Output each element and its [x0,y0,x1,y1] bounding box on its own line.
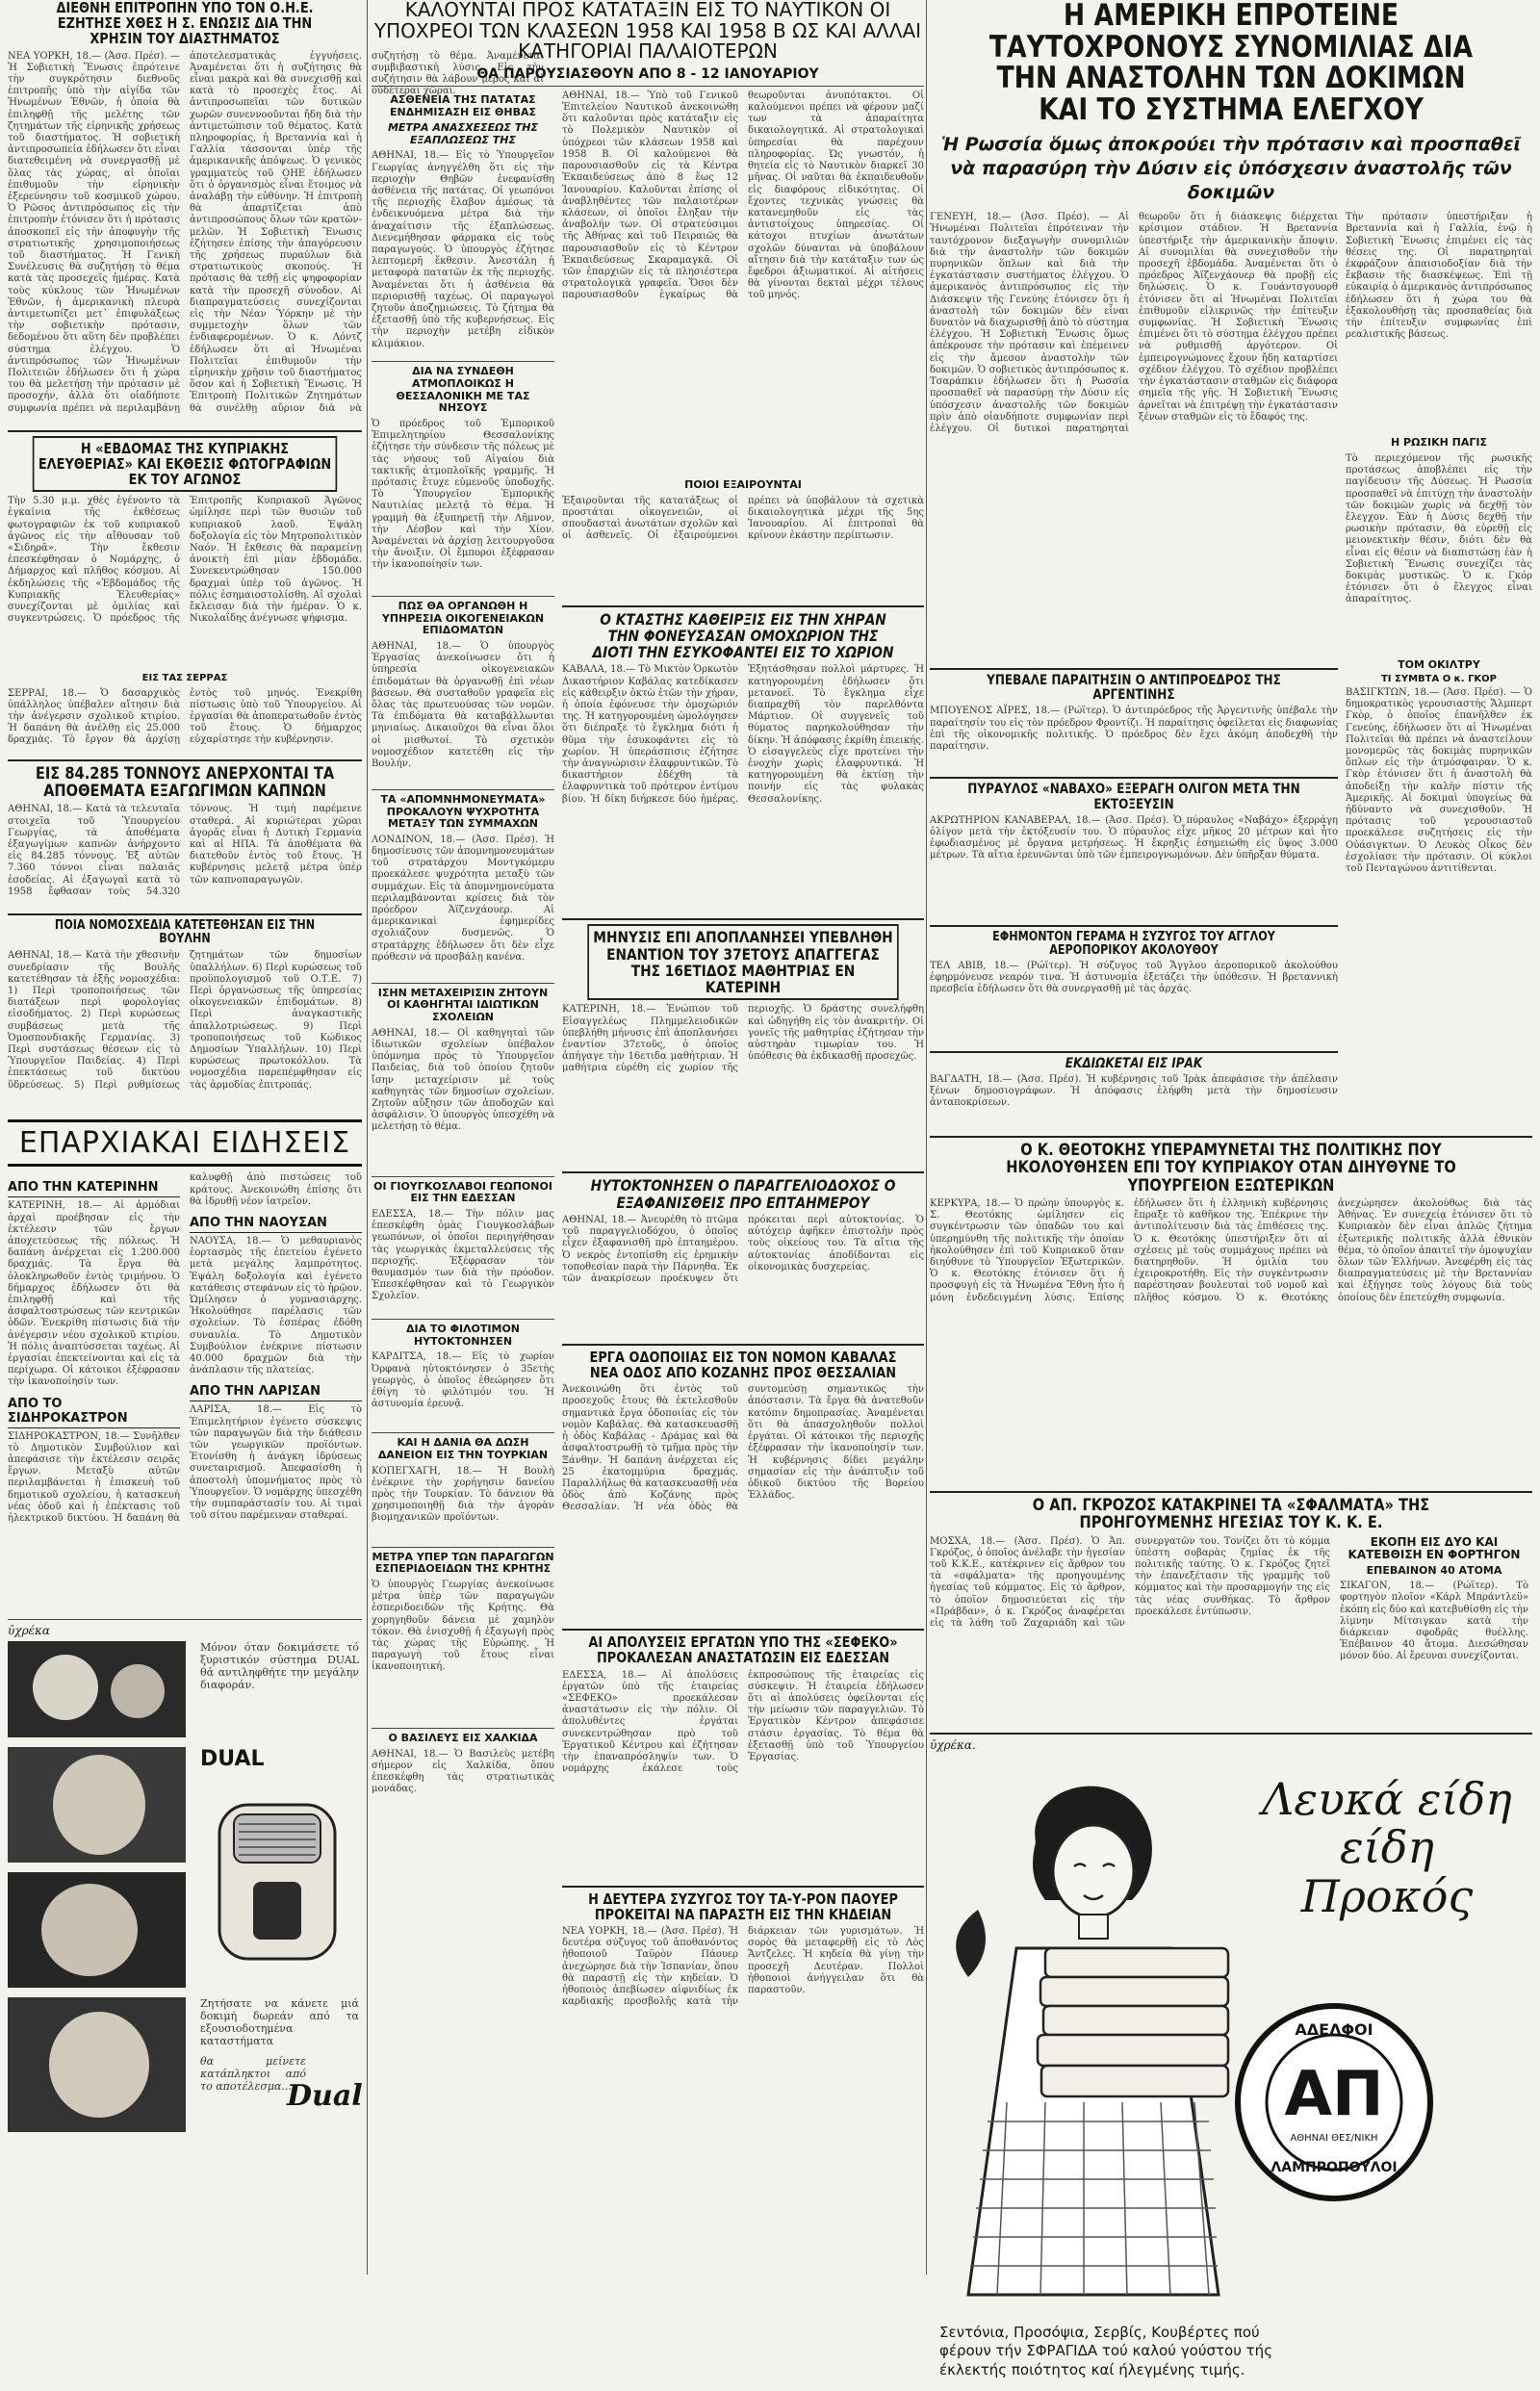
article-body: ΑΘΗΝΑΙ, 18.— Οἱ καθηγηταὶ τῶν ἰδιωτικῶν σχολείων ὑπέβαλον ὑπόμνημα πρὸς τὸ Ὑπουργεῖον Παιδείας, διὰ τοῦ ὁποίου ζητοῦν ἴσην μεταχείρισιν μὲ τοὺς καθηγητὰς τῶν δημοσίων σχολείων. Ζητοῦν αὔξησιν τῶν ἀποδοχῶν καὶ ἀσφάλισιν. Ὁ ὑπουργὸς ὑπεσχέθη νὰ μελετήσῃ τὸ θέμα. [372,1027,554,1133]
ad-caption: Σεντόνια, Προσόψια, Σερβίς, Κουβέρτες πού φέρουν τήν ΣΦΡΑΓΙΔΑ τού καλού γούστου τής έκλεκτής ποιότητος καί ήλεγμένης τιμής. [939,2323,1272,2378]
article-body: ΒΑΣΙΓΚΤΩΝ, 18.— (Ἀσσ. Πρέσ). — Ὁ δημοκρατικὸς γερουσιαστὴς Ἄλμπερτ Γκὸρ, ὁ ὁποῖος ἐπανῆλθεν ἐκ Γενεύης, ἐδήλωσεν ὅτι αἱ Ἡνωμέναι Πολιτεῖαι θὰ πρέπει νὰ ἀναστείλουν μονομερῶς τὰς δοκιμὰς πυρηνικῶν ὅπλων εἰς τὴν ἀτμόσφαιραν. Ὁ κ. Γκὸρ ἐτόνισεν ὅτι ἡ ἀναστολὴ θὰ ἀποδείξῃ τὴν καλὴν πίστιν τῆς Ἀμερικῆς. Αἱ δοκιμαὶ ὑπογείως θὰ ἠδύναντο νὰ συνεχισθοῦν. Ἡ πρότασις τοῦ γερουσιαστοῦ προεκάλεσε συζητήσεις εἰς τὴν Οὐάσιγκτων. Ὁ Λευκὸς Οἶκος δὲν ἐσχολίασε τὴν πρότασιν. Οἱ κύκλοι τοῦ Πενταγώνου ἀντιτίθενται. [1346,686,1532,874]
headline-iraq: ΕΚΔΙΩΚΕΤΑΙ ΕΙΣ ΙΡΑΚ [1065,1055,1203,1071]
article-body: Ἀνεκοινώθη ὅτι ἐντὸς τοῦ προσεχοῦς ἔτους θὰ ἐκτελεσθοῦν σημαντικὰ ἔργα ὁδοποιίας εἰς τὸν νομὸν Καβάλας. Θὰ κατασκευασθῇ ἡ ὁδὸς Καβάλας - Δράμας καὶ θὰ ἀσφαλτοστρωθῇ τὸ τμῆμα πρὸς τὴν Ξάνθην. Ἡ δαπάνη ἀνέρχεται εἰς 25 ἑκατομμύρια δραχμάς. Παραλλήλως θὰ κατασκευασθῇ νέα ὁδὸς ἀπὸ Κοζάνης πρὸς Θεσσαλίαν. Ἡ νέα ὁδὸς θὰ συντομεύσῃ σημαντικῶς τὴν ἀπόστασιν. Τὰ ἔργα θὰ ἀνατεθοῦν κατόπιν δημοπρασίας. Ἀναμένεται ὅτι θὰ ἀπασχοληθοῦν πολλοὶ ἐργάται. Οἱ κάτοικοι τῆς περιοχῆς ἐξέφρασαν τὴν ἱκανοποίησίν των. Ἡ κυβέρνησις δίδει μεγάλην σημασίαν εἰς τὴν ἀνάπτυξιν τοῦ ὁδικοῦ δικτύου τῆς Βορείου Ἑλλάδος. [562,1384,924,1513]
article-body: ΑΘΗΝΑΙ, 18.— Ὁ Βασιλεὺς μετέβη σήμερον εἰς Χαλκίδα, ὅπου ἐπεσκέφθη τὰς στρατιωτικὰς μονάδας. [372,1748,554,1795]
headline-theotokis: Ο Κ. ΘΕΟΤΟΚΗΣ ΥΠΕΡΑΜΥΝΕΤΑΙ ΤΗΣ ΠΟΛΙΤΙΚΗΣ ΠΟΥ ΗΚΟΛΟΥΘΗΣΕΝ ΕΠΙ ΤΟΥ ΚΥΠΡΙΑΚΟΥ ΟΤΑΝ ΔΙΗΥΘΥΝΕ ΤΟ ΥΠΟΥΡΓΕΙΟΝ ΕΞΩΤΕΡΙΚΩΝ [1006,1140,1456,1196]
article-body: Ἐξαιροῦνται τῆς κατατάξεως οἱ προστάται οἰκογενειῶν, οἱ σπουδασταὶ ἀνωτάτων σχολῶν καὶ οἱ ἀσθενεῖς. Οἱ ἐξαιρούμενοι πρέπει νὰ ὑποβάλουν τὰ σχετικὰ δικαιολογητικὰ μέχρι τῆς 5ης Ἰανουαρίου. Αἱ ἐπιτροπαὶ θὰ κρίνουν ἑκάστην περίπτωσιν. [562,495,924,542]
local-head-katerini: ΑΠΟ ΤΗΝ ΚΑΤΕΡΙΝΗΝ [8,1178,180,1197]
article-body: ΑΘΗΝΑΙ, 18.— Ἀνευρέθη τὸ πτῶμα τοῦ παραγγελιοδόχου, ὁ ὁποῖος εἶχεν ἐξαφανισθῆ πρὸ ἐπταημέρου. Ὁ νεκρὸς ἐντοπίσθη εἰς ἐρημικὴν τοποθεσίαν παρὰ τὴν Πάρνηθα. Ἐκ τῶν ἀνακρίσεων προέκυψεν ὅτι πρόκειται περὶ αὐτοκτονίας. Ὁ αὐτόχειρ ἀφῆκεν ἐπιστολὴν πρὸς τοὺς οἰκείους του. Τὰ αἴτια τῆς αὐτοκτονίας ἀποδίδονται εἰς οἰκονομικὰς δυσχερείας. [562,1214,924,1284]
article-body: ΑΘΗΝΑΙ, 18.— Ὁ ὑπουργὸς Ἐργασίας ἀνεκοίνωσεν ὅτι ἡ ὑπηρεσία οἰκογενειακῶν ἐπιδομάτων θὰ ὀργανωθῇ ἐπὶ νέων βάσεων. Θὰ συσταθοῦν γραφεῖα εἰς ὅλας τὰς πρωτευούσας τῶν νομῶν. Τὰ ἐπιδόματα θὰ καταβάλλωνται μηνιαίως. Δικαιοῦχοι θὰ εἶναι ὅλοι οἱ μισθωτοί. Τὸ σχετικὸν νομοσχέδιον κατετέθη εἰς τὴν Βουλήν. [372,640,554,769]
article-body: ΑΘΗΝΑΙ, 18.— Ὑπὸ τοῦ Γενικοῦ Ἐπιτελείου Ναυτικοῦ ἀνεκοινώθη ὅτι καλοῦνται πρὸς κατάταξιν εἰς τὸ Πολεμικὸν Ναυτικὸν οἱ ὑπόχρεοι τῶν κλάσεων 1958 καὶ 1958 Β. Οἱ καλούμενοι θὰ παρουσιασθοῦν εἰς τὰ Κέντρα Ἐκπαιδεύσεως ἀπὸ 8 ἕως 12 Ἰανουαρίου. Καλοῦνται ἐπίσης οἱ ἀναβληθέντες τῶν παλαιοτέρων κλάσεων, οἱ ὁποῖοι ἔληξαν τὴν ἀναβολήν των. Οἱ στρατεύσιμοι τῆς Ἀθήνας καὶ τοῦ Πειραιῶς θὰ παρουσιασθοῦν εἰς τὸ Κέντρον Ἐκπαιδεύσεως Σκαραμαγκᾶ. Οἱ τῶν ἐπαρχιῶν εἰς τὰ πλησιέστερα στρατολογικὰ γραφεῖα. Ὅσοι δὲν παρουσιασθοῦν ἐγκαίρως θὰ θεωροῦνται ἀνυπότακτοι. Οἱ καλούμενοι πρέπει νὰ φέρουν μαζί των τὰ ἀπαραίτητα δικαιολογητικά. Αἱ στρατολογικαὶ ὑπηρεσίαι θὰ παρέχουν πληροφορίας. Ὡς γνωστόν, ἡ θητεία εἰς τὸ Ναυτικὸν διαρκεῖ 30 μῆνας. Οἱ ναῦται θὰ ἐκπαιδευθοῦν εἰς διαφόρους εἰδικότητας. Οἱ ἔχοντες τεχνικὰς γνώσεις θὰ κατανεμηθοῦν εἰς τὰς ἀντιστοίχους ὑπηρεσίας. Οἱ κάτοχοι πτυχίων ἀνωτάτων σχολῶν δύνανται νὰ ὑποβάλουν αἴτησιν διὰ τὴν κατάταξιν των ὡς ἔφεδροι ἀξιωματικοί. Αἱ αἰτήσεις θὰ γίνονται δεκταὶ μέχρι τέλους τοῦ μηνός. [562,90,924,301]
article-body: ΑΘΗΝΑΙ, 18.— Κατὰ τὴν χθεσινὴν συνεδρίασιν τῆς Βουλῆς κατετέθησαν τὰ ἑξῆς νομοσχέδια: 1) Περὶ τροποποιήσεως τῶν διατάξεων περὶ φορολογίας εἰσοδήματος. 2) Περὶ κυρώσεως συμβάσεως μετὰ τῆς Ὁμοσπονδιακῆς Γερμανίας. 3) Περὶ συστάσεως θέσεων εἰς τὸ Ὑπουργεῖον Παιδείας. 4) Περὶ ἐπεκτάσεως τοῦ δικτύου ὕδρεύσεως. 5) Περὶ ρυθμίσεως ζητημάτων τῶν δημοσίων ὑπαλλήλων. 6) Περὶ κυρώσεως τοῦ προϋπολογισμοῦ τοῦ Ο.Τ.Ε. 7) Περὶ ὀργανώσεως τῆς ὑπηρεσίας οἰκογενειακῶν ἐπιδομάτων. 8) Περὶ ἀναγκαστικῆς ἀπαλλοτριώσεως. 9) Περὶ τροποποιήσεως τοῦ Κώδικος Δημοσίων Ὑπαλλήλων. 10) Περὶ κυρώσεως πρωτοκόλλου. Τὰ νομοσχέδια παρεπέμφθησαν εἰς τὰς ἁρμοδίας ἐπιτροπάς. [8,950,362,1091]
signature: ΤΙ ΣΥΜΒΤΑ Ο κ. ΓΚΟΡ [1380,673,1498,684]
subhead: ΚΑΙ Η ΔΑΝΙΑ ΘΑ ΔΩΣΗ ΔΑΝΕΙΟΝ ΕΙΣ ΤΗΝ ΤΟΥΡΚΙΑΝ [377,1436,549,1461]
subhead: ΕΠΕΒΑΙΝΟΝ 40 ΑΤΟΜΑ [1366,1563,1502,1577]
headline-bills: ΠΟΙΑ ΝΟΜΟΣΧΕΔΙΑ ΚΑΤΕΤΕΘΗΣΑΝ ΕΙΣ ΤΗΝ ΒΟΥΛΗΝ [54,918,316,947]
headline-argentina: ΥΠΕΒΑΛΕ ΠΑΡΑΙΤΗΣΙΝ Ο ΑΝΤΙΠΡΟΕΔΡΟΣ ΤΗΣ ΑΡΓΕΝΤΙΝΗΣ [987,673,1281,704]
headline-newroad: ΝΕΑ ΟΔΟΣ ΑΠΟ ΚΟΖΑΝΗΣ ΠΡΟΣ ΘΕΣΣΑΛΙΑΝ [589,1364,897,1382]
headline-suicide: ΗΥΤΟΚΤΟΝΗΣΕΝ Ο ΠΑΡΑΓΓΕΛΙΟΔΟΧΟΣ Ο ΕΞΑΦΑΝΙΣΘΕΙΣ ΠΡΟ ΕΠΤΑΗΜΕΡΟΥ [590,1176,896,1212]
article-body: ΝΕΑ ΥΟΡΚΗ, 18.— (Ἀσσ. Πρέσ). Ἡ δευτέρα σύζυγος τοῦ ἀποθανόντος ἠθοποιοῦ Ταϋρὸν Πάουερ ἀνεχώρησε διὰ τὴν Ἰσπανίαν, ὅπου θὰ παραστῇ εἰς τὴν κηδείαν. Ὁ ἠθοποιὸς ἀπεβίωσεν αἰφνιδίως ἐκ καρδιακῆς προσβολῆς κατὰ τὴν διάρκειαν τῶν γυρισμάτων. Ἡ σορὸς θὰ μεταφερθῇ εἰς τὸ Λὸς Ἄντζελες. Ἡ κηδεία θὰ γίνῃ τὴν προσεχῆ Δευτέραν. Πολλοὶ ἠθοποιοὶ ἀνήγγειλαν ὅτι θὰ παραστοῦν. [562,1926,924,2008]
ad-tag: ῡχρέκα. [930,1737,976,1752]
article-body: ΚΟΠΕΓΧΑΓΗ, 18.— Ἡ Βουλὴ ἐνέκρινε τὴν χορήγησιν δανείου πρὸς τὴν Τουρκίαν. Τὸ δάνειον θὰ χρησιμοποιηθῇ διὰ τὴν ἀγορὰν βιομηχανικῶν προϊόντων. [372,1465,554,1524]
seal-mid: ΑΠ [1284,2058,1384,2130]
provincial-news [8,1172,362,1615]
local-head-naousa: ΑΠΟ ΤΗΝ ΝΑΟΥΣΑΝ [190,1214,362,1233]
subhead: ΜΕΤΡΑ ΥΠΕΡ ΤΩΝ ΠΑΡΑΓΩΓΩΝ ΕΣΠΕΡΙΔΟΕΙΔΩΝ ΤΗΣ ΚΡΗΤΗΣ [372,1550,554,1576]
headline-widow: Ο ΚΤΑΣΤΗΣ ΚΑΘΕΙΡΞΙΣ ΕΙΣ ΤΗΝ ΧΗΡΑΝ ΤΗΝ ΦΟΝΕΥΣΑΣΑΝ ΟΜΟΧΩΡΙΟΝ ΤΗΣ ΔΙΟΤΙ ΤΗΝ ΕΣΥΚΟΦΑΝΤΕΙ ΕΙΣ ΤΟ ΧΩΡΙΟΝ [592,609,894,662]
article-body: ΝΕΑ ΥΟΡΚΗ, 18.— (Ἀσσ. Πρέσ). — Ἡ Σοβιετικὴ Ἕνωσις ἐπρότεινε τὴν συγκρότησιν διεθνοῦς ἐπιτροπῆς ὑπὸ τὴν αἰγίδα τῶν Ἡνωμένων Ἐθνῶν, ἡ ὁποία θὰ ἐπιληφθῇ τῆς μελέτης τῶν ζητημάτων τῆς εἰρηνικῆς χρήσεως τοῦ διαστήματος. Ἡ σοβιετικὴ ἀντιπροσωπεία ἐδήλωσεν ὅτι εἶναι διατεθειμένη νὰ συνεργασθῇ μὲ ὅλας τὰς χώρας, αἱ ὁποῖαι ἐπιθυμοῦν τὴν εἰρηνικὴν ἐξερεύνησιν τοῦ κοσμικοῦ χώρου. Ὁ Ρῶσος ἀντιπρόσωπος εἰς τὴν ἐπιτροπὴν ἐτόνισεν ὅτι ἡ πρότασις ἀποσκοπεῖ εἰς τὴν ἀποφυγὴν τῆς στρατιωτικῆς χρησιμοποιήσεως τοῦ διαστήματος. Ἡ Γενικὴ Συνέλευσις θὰ συζητήσῃ τὸ θέμα κατὰ τὰς προσεχεῖς ἡμέρας. Κατὰ τοὺς κύκλους τῶν Ἡνωμένων Ἐθνῶν, ἡ ἀμερικανικὴ πλευρὰ ἀντιμετωπίζει μετ᾿ ἐπιφυλάξεως τὴν σοβιετικὴν πρότασιν, δεδομένου ὅτι αὕτη δὲν προβλέπει σύστημα ἐλέγχου. Ὁ ἀντιπρόσωπος τῶν Ἡνωμένων Πολιτειῶν ἐδήλωσεν ὅτι ἡ χώρα του θὰ μελετήσῃ τὴν πρότασιν μὲ προσοχήν, ἀλλὰ ὅτι οἱαδήποτε συμφωνία πρέπει νὰ περιλαμβάνῃ ἀποτελεσματικὰς ἐγγυήσεις. Ἀναμένεται ὅτι ἡ συζήτησις θὰ εἶναι μακρὰ καὶ θὰ συνεχισθῇ καὶ κατὰ τὸ προσεχὲς ἔτος. Αἱ ἀντιπροσωπεῖαι τῶν δυτικῶν χωρῶν συνεννοοῦνται ἤδη διὰ τὴν ἀντιμετώπισιν τοῦ θέματος. Κατὰ πληροφορίας, ἡ Βρεταννία καὶ ἡ Γαλλία τάσσονται ὑπὲρ τῆς ἀμερικανικῆς ἀπόψεως. Ὁ γενικὸς γραμματεὺς τοῦ ΟΗΕ ἐδήλωσεν ὅτι ὁ ὀργανισμὸς εἶναι ἕτοιμος νὰ ἀναλάβῃ τὴν εὐθύνην. Ἡ ἐπιτροπὴ θὰ ἀπαρτίζεται ἀπὸ ἀντιπροσώπους ὅλων τῶν κρατῶν-μελῶν. Ἡ Σοβιετικὴ Ἕνωσις ἐζήτησεν ἐπίσης τὴν ἀπαγόρευσιν τῆς χρήσεως πυραύλων διὰ στρατιωτικοὺς σκοπούς. Ἡ πρότασις θὰ τεθῇ εἰς ψηφοφορίαν κατὰ τὴν προσεχῆ σύνοδον. Αἱ διαπραγματεύσεις συνεχίζονται εἰς τὴν Νέαν Ὑόρκην μὲ τὴν συμμετοχὴν ὅλων τῶν ἐνδιαφερομένων. Ὁ κ. Λόντζ ἐδήλωσεν ὅτι αἱ Ἡνωμέναι Πολιτεῖαι ἐπιθυμοῦν τὴν εἰρηνικὴν χρῆσιν τοῦ διαστήματος ὅσον καὶ ἡ Σοβιετικὴ Ἕνωσις. Ἡ Ἐπιτροπὴ Πολιτικῶν Ζητημάτων θὰ συνέλθῃ αὔριον διὰ νὰ συζητήσῃ τὸ θέμα. Ἀναμένεται συμβιβαστικὴ λύσις. Εἰς τὴν συζήτησιν θὰ λάβουν μέρος καὶ αἱ οὐδέτεραι χῶραι. [8,50,544,414]
column-3 [930,0,1532,2391]
article-body: ΣΙΚΑΓΟΝ, 18.— (Ρώϊτερ). Τὸ φορτηγὸν πλοῖον «Κάρλ Μπράντλεϋ» ἐκόπη εἰς δύο καὶ κατεβυθίσθη εἰς τὴν λίμνην Μίτσιγκαν κατὰ τὴν διάρκειαν σφοδρᾶς θυέλλης. Ἐπέβαινον 40 ἄτομα. Διεσώθησαν μόνον δύο. Αἱ ἔρευναι συνεχίζονται. [1340,1581,1528,1662]
dual-ad [8,1641,362,2142]
article-body: ΛΑΡΙΣΑ, 18.— Εἰς τὸ Ἐπιμελητήριον ἐγένετο σύσκεψις τῶν παραγωγῶν διὰ τὴν διάθεσιν τῶν γεωργικῶν προϊόντων. Ἐτονίσθη ἡ ἀνάγκη ἱδρύσεως συνεταιρισμοῦ. Ἀπεφασίσθη ἡ ἀποστολὴ ὑπομνήματος πρὸς τὸ Ὑπουργεῖον. Ὁ νομάρχης ὑπεσχέθη τὴν συμπαράστασίν του. Αἱ τιμαὶ τοῦ σίτου παρέμειναν σταθεραί. [190,1404,362,1522]
headline-navy-sub: ΘΑ ΠΑΡΟΥΣΙΑΣΘΟΥΝ ΑΠΟ 8 - 12 ΙΑΝΟΥΑΡΙΟΥ [476,65,819,82]
article-body: ΑΘΗΝΑΙ, 18.— Εἰς τὸ Ὑπουργεῖον Γεωργίας ἀνηγγέλθη ὅτι εἰς τὴν περιοχὴν Θηβῶν ἐνεφανίσθη ἀσθένεια τῆς πατάτας. Οἱ γεωπόνοι τῆς περιοχῆς ἔλαβον ἀμέσως τὰ ἐνδεικνυόμενα μέτρα διὰ τὴν ἀναχαίτισιν τῆς ἐξαπλώσεως. Διενεμήθησαν φάρμακα εἰς τοὺς παραγωγούς. Ὁ ὑπουργὸς ἐζήτησε λεπτομερῆ ἔκθεσιν. Ἀνεστάλη ἡ μεταφορὰ πατατῶν ἐκ τῆς περιοχῆς. Ἀναμένεται ὅτι ἡ ἀσθένεια θὰ περιορισθῇ ταχέως. Οἱ παραγωγοὶ ζητοῦν ἀποζημιώσεις. Τὸ ζήτημα θὰ ἐξετασθῇ ὑπὸ τῆς κυβερνήσεως. Εἰς τὴν περιοχὴν μετέβη εἰδικὸν κλιμάκιον. [372,150,554,349]
ad-headline-line2: είδη Προκός [1300,1821,1474,1922]
article-body: ΛΟΝΔΙΝΟΝ, 18.— (Ἀσσ. Πρέσ). Ἡ δημοσίευσις τῶν ἀπομνημονευμάτων τοῦ στρατάρχου Μοντγκόμερυ προεκάλεσε ψυχρότητα μεταξὺ τῶν συμμάχων. Εἰς τὰ ἀπομνημονεύματα περιλαμβάνονται κρίσεις διὰ τὸν πρόεδρον Ἀϊζενχάουερ. Αἱ ἀμερικανικαὶ ἐφημερίδες σχολιάζουν δυσμενῶς. Ὁ στρατάρχης ἐδήλωσεν ὅτι δὲν εἶχε πρόθεσιν νὰ προσβάλῃ κανένα. [372,834,554,963]
left-subcolumn [930,212,1338,1132]
article-body: ΓΕΝΕΥΗ, 18.— (Ἀσσ. Πρέσ). — Αἱ Ἡνωμέναι Πολιτεῖαι ἐπρότειναν τὴν ταυτόχρονον διεξαγωγὴν συνομιλιῶν διὰ τὴν ἀναστολὴν τῶν δοκιμῶν πυρηνικῶν ὅπλων καὶ διὰ τὴν ἐγκατάστασιν συστήματος ἐλέγχου. Ὁ ἀμερικανὸς ἀντιπρόσωπος εἰς τὴν Διάσκεψιν τῆς Γενεύης ἐτόνισεν ὅτι ἡ ἀναστολὴ τῶν δοκιμῶν δὲν εἶναι δυνατὸν νὰ διαχωρισθῇ ἀπὸ τὸ σύστημα ἐλέγχου. Ἡ Σοβιετικὴ Ἕνωσις ὅμως ἀπέκρουσε τὴν πρότασιν καὶ ἐπέμεινεν εἰς τὴν ἄμεσον ἀναστολὴν τῶν δοκιμῶν. Ὁ σοβιετικὸς ἀντιπρόσωπος κ. Τσαράπκιν ἐδήλωσεν ὅτι ἡ Ρωσσία προσπαθεῖ νὰ παρασύρῃ τὴν Δύσιν εἰς ὑπόσχεσιν ἀναστολῆς τῶν δοκιμῶν πρὶν ἀπὸ οἱανδήποτε συμφωνίαν περὶ ἐλέγχου. Οἱ δυτικοὶ παρατηρηταὶ θεωροῦν ὅτι ἡ διάσκεψις διέρχεται κρίσιμον στάδιον. Ἡ Βρεταννία ὑπεστήριξε τὴν ἀμερικανικὴν ἄποψιν. Αἱ συνομιλίαι θὰ συνεχισθοῦν τὴν προσεχῆ ἑβδομάδα. Ἀναμένεται ὅτι ὁ πρόεδρος Ἀϊζενχάουερ θὰ προβῇ εἰς δηλώσεις. Ὁ κ. Γουάντσγουορθ ἐτόνισεν ὅτι αἱ Ἡνωμέναι Πολιτεῖαι ἐπιθυμοῦν εἰλικρινῶς τὴν ἐπίτευξιν συμφωνίας. Ἡ Σοβιετικὴ Ἕνωσις ἐπιμένει ὅτι τὸ σύστημα ἐλέγχου πρέπει νὰ ρυθμισθῇ ἀργότερον. Οἱ ἐμπειρογνώμονες ἔχουν ἤδη καταρτίσει σχέδιον ἐλέγχου. Τὸ σχέδιον προβλέπει τὴν ἐγκατάστασιν σταθμῶν εἰς διάφορα σημεῖα τῆς γῆς. Ἡ Σοβιετικὴ Ἕνωσις ἀρνεῖται νὰ ἐπιτρέψῃ τὴν ἐγκατάστασιν ξένων σταθμῶν εἰς τὸ ἔδαφός της. [930,212,1338,434]
headline-freighter: ΕΚΟΠΗ ΕΙΣ ΔΥΟ ΚΑΙ ΚΑΤΕΒΘΙΣΗ ΕΝ ΦΟΡΤΗΓΟΝ [1348,1534,1521,1561]
dual-logo: Dual [287,2079,363,2114]
article-body: ΚΑΒΑΛΑ, 18.— Τὸ Μικτὸν Ὁρκωτὸν Δικαστήριον Καβάλας κατεδίκασεν εἰς κάθειρξιν ὀκτὼ ἐτῶν τὴν χήραν, ἡ ὁποία ἐφόνευσε τὴν ὁμοχώριόν της. Ἡ κατηγορουμένη ὡμολόγησεν ὅτι διέπραξε τὸ ἔγκλημα διότι ἡ θῦμα τὴν ἐσυκοφάντει εἰς τὸ χωρίον. Ἡ ὑπεράσπισις ἐζήτησε τὴν ἀναγνώρισιν ἐλαφρυντικῶν. Τὸ δικαστήριον ἐδέχθη τὰ ἐλαφρυντικὰ τοῦ πρότερον ἐντίμου βίου. Ἡ δίκη διήρκεσε δύο ἡμέρας. Ἐξητάσθησαν πολλοὶ μάρτυρες. Ἡ κατηγορουμένη ἐδήλωσεν ὅτι μετανοεῖ. Τὸ ἔγκλημα εἶχε διαπραχθῆ τὸν παρελθόντα Μάρτιον. Οἱ συγγενεῖς τοῦ θύματος παρηκολούθησαν τὴν δίκην. Ἡ ἀπόφασις ἐκρίθη ἐπιεικής. Ὁ εἰσαγγελεὺς εἶχε προτείνει τὴν ἐνοχὴν χωρὶς ἐλαφρυντικά. Ἡ κατηγορουμένη θὰ ἐκτίσῃ τὴν ποινὴν εἰς τὰς φυλακὰς Θεσσαλονίκης. [562,664,924,805]
headline-ohe: ΔΙΕΘΝΗ ΕΠΙΤΡΟΠΗΝ ΥΠΟ ΤΟΝ Ο.Η.Ε. ΕΖΗΤΗΣΕ ΧΘΕΣ Η Σ. ΕΝΩΣΙΣ ΔΙΑ ΤΗΝ ΧΡΗΣΙΝ ΤΟΥ ΔΙΑΣΤΗΜΑΤΟΣ [56,0,314,48]
subhead: ΕΙΣ ΤΑΣ ΣΕΡΡΑΣ [141,673,228,684]
headline-attache: ΕΦΗΜΟΝΤΟΝ ΓΕΡΑΜΑ Η ΣΥΖΥΓΟΣ ΤΟΥ ΑΓΓΛΟΥ ΑΕΡΟΠΟΡΙΚΟΥ ΑΚΟΛΟΥΘΟΥ [992,929,1275,958]
seal-bottom: ΛΑΜΠΡΟΠΟΥΛΟΙ [1270,2159,1398,2175]
local-head-sidirokastro: ΑΠΟ ΤΟ ΣΙΔΗΡΟΚΑΣΤΡΟΝ [8,1395,180,1428]
article-body: Τὴν πρότασιν ὑπεστήριξαν ἡ Βρεταννία καὶ ἡ Γαλλία, ἐνῷ ἡ Σοβιετικὴ Ἕνωσις ἐπιμένει εἰς τὰς θέσεις της. Οἱ παρατηρηταὶ ἐκφράζουν ἀπαισιοδοξίαν διὰ τὴν ἔκβασιν τῆς διασκέψεως. Ἐπὶ τῇ εὐκαιρίᾳ ὁ ἀμερικανὸς ἀντιπρόσωπος ἐδήλωσεν ὅτι ἡ χώρα του θὰ ἐξακολουθήσῃ τὰς προσπαθείας διὰ τὴν ἐπίτευξιν συμφωνίας ἐπὶ ρεαλιστικῆς βάσεως. [1346,212,1532,341]
article-body: ΕΔΕΣΣΑ, 18.— Τὴν πόλιν μας ἐπεσκέφθη ὁμὰς Γιουγκοσλάβων γεωπόνων, οἱ ὁποῖοι περιηγήθησαν τὰς γεωργικὰς ἐκμεταλλεύσεις τῆς περιοχῆς. Ἐξέφρασαν τὸν θαυμασμόν των διὰ τὴν πρόοδον. Ἐπεσκέφθησαν καὶ τὸ Γεωργικὸν Σχολεῖον. [372,1209,554,1302]
subhead: ΤΑ «ΑΠΟΜΝΗΜΟΝΕΥΜΑΤΑ» ΠΡΟΚΑΛΟΥΝ ΨΥΧΡΟΤΗΤΑ ΜΕΤΑΞΥ ΤΩΝ ΣΥΜΜΑΧΩΝ [380,792,546,831]
headline-navy: ΚΑΛΟΥΝΤΑΙ ΠΡΟΣ ΚΑΤΑΤΑΞΙΝ ΕΙΣ ΤΟ ΝΑΥΤΙΚΟΝ ΟΙ ΥΠΟΧΡΕΟΙ ΤΩΝ ΚΛΑΣΕΩΝ 1958 ΚΑΙ 1958 Β ΩΣ ΚΑΙ ΑΛΛΑΙ ΚΑΤΗΓΟΡΙΑΙ ΠΑΛΑΙΟΤΕΡΩΝ [373,0,922,64]
electric-shaver-icon [200,1786,354,1978]
headline-roadworks: ΕΡΓΑ ΟΔΟΠΟΙΙΑΣ ΕΙΣ ΤΟΝ ΝΟΜΟΝ ΚΑΒΑΛΑΣ [589,1348,897,1366]
article-body: ΕΔΕΣΣΑ, 18.— Αἱ ἀπολύσεις ἐργατῶν ὑπὸ τῆς ἑταιρείας «ΣΕΦΕΚΟ» προεκάλεσαν ἀναστάτωσιν εἰς τὴν πόλιν. Οἱ ἀπολυθέντες ἐργάται συνεκεντρώθησαν πρὸ τοῦ Ἐργατικοῦ Κέντρου καὶ ἐζήτησαν τὴν ἐπαναπρόσληψίν των. Ὁ νομάρχης ἐκάλεσε τοὺς ἐκπροσώπους τῆς ἑταιρείας εἰς σύσκεψιν. Ἡ ἑταιρεία ἐδήλωσεν ὅτι αἱ ἀπολύσεις ὀφείλονται εἰς τὴν μείωσιν τῶν παραγγελιῶν. Τὸ Ἐργατικὸν Κέντρον ἀπεφάσισε στάσιν ἐργασίας. Τὸ θέμα θὰ ἐξετασθῇ ὑπὸ τοῦ Ὑπουργείου Ἐργασίας. [562,1669,924,1775]
ad-text3: θα μείνετε κατάπληκτοι από τo αποτέλεσμα... [200,2055,306,2094]
article-body: Τὴν 5.30 μ.μ. χθὲς ἐγένοντο τὰ ἐγκαίνια τῆς ἐκθέσεως φωτογραφιῶν ἐκ τοῦ κυπριακοῦ ἀγῶνος εἰς τὴν αἴθουσαν τοῦ «Σιδηρᾶ». Τὴν ἔκθεσιν ἐπεσκέφθησαν ὁ Νομάρχης, ὁ Δήμαρχος καὶ πλῆθος κόσμου. Αἱ ἐκδηλώσεις τῆς «Ἑβδομάδος τῆς Κυπριακῆς Ἐλευθερίας» συνεχίζονται μὲ ὁμιλίας καὶ συγκεντρώσεις. Ὁ πρόεδρος τῆς Ἐπιτροπῆς Κυπριακοῦ Ἀγῶνος ὡμίλησε περὶ τῶν θυσιῶν τοῦ κυπριακοῦ λαοῦ. Ἐψάλη δοξολογία εἰς τὸν Μητροπολιτικὸν Ναόν. Ἡ ἔκθεσις θὰ παραμείνῃ ἀνοικτὴ ἐπὶ μίαν ἑβδομάδα. Συνεκεντρώθησαν 150.000 δραχμαὶ ὑπὲρ τοῦ ἀγῶνος. Ἡ πόλις ἐσημαιοστολίσθη. Αἱ σχολαὶ ἔκλεισαν διὰ τὴν ἡμέραν. Ὁ κ. Νικολαΐδης ἀνέγνωσε ψήφισμα. [8,496,362,625]
article-body: ΚΑΤΕΡΙΝΗ, 18.— Αἱ ἀρμόδιαι ἀρχαὶ προέβησαν εἰς τὴν ἐκτέλεσιν τῶν ἔργων ἀποχετεύσεως τῆς πόλεως. Ἡ δαπάνη ἀνέρχεται εἰς 1.200.000 δραχμάς. Τὰ ἔργα θὰ ὁλοκληρωθοῦν ἐντὸς τριμήνου. Ὁ δήμαρχος ἐδήλωσεν ὅτι θὰ ἐπιληφθῇ καὶ τῆς ἀσφαλτοστρώσεως τῶν κεντρικῶν ὁδῶν. Ἐνεκρίθη πίστωσις διὰ τὴν ἀνέγερσιν νέου σχολικοῦ κτιρίου. Ἡ πόλις ἀναπτύσσεται ταχέως. Αἱ ἐργασίαι ἐπεκτείνονται καὶ εἰς τὰ περίχωρα. Οἱ κάτοικοι ἐξέφρασαν τὴν ἱκανοποίησίν των. [8,1200,180,1388]
subhead: ΟΙ ΓΙΟΥΓΚΟΣΛΑΒΟΙ ΓΕΩΠΟΝΟΙ ΕΙΣ ΤΗΝ ΕΔΕΣΣΑΝ [373,1179,552,1205]
article-body: ΜΟΣΧΑ, 18.— (Ἀσσ. Πρέσ). Ὁ Ἀπ. Γκρόζος, ὁ ὁποῖος ἀνέλαβε τὴν ἡγεσίαν τοῦ Κ.Κ.Ε., κατέκρινεν εἰς ἄρθρον του τὰ «σφάλματα» τῆς προηγουμένης ἡγεσίας τοῦ κόμματος. Εἰς τὸ ἄρθρον, τὸ ὁποῖον δημοσιεύεται εἰς τὴν «Πράβδαν», ὁ κ. Γκρόζος ἀναφέρεται εἰς τὰ λάθη τοῦ Ζαχαριάδη καὶ τῶν συνεργατῶν του. Τονίζει ὅτι τὸ κόμμα ὑπέστη σοβαρὰς ζημίας ἐκ τῆς πολιτικῆς ταύτης. Ὁ κ. Γκρόζος ζητεῖ τὴν ἐπανεξέτασιν τῆς γραμμῆς τοῦ κόμματος καὶ τὴν προσαρμογήν της εἰς τὰς νέας συνθήκας. Τὸ ἄρθρον προεκάλεσε ἐντύπωσιν. [930,1535,1330,1630]
seal-top: ΑΔΕΛΦΟΙ [1295,2019,1373,2039]
right-subcolumn [562,90,924,2099]
article-body: ΚΑΤΕΡΙΝΗ, 18.— Ἐνώπιον τοῦ Εἰσαγγελέως Πλημμελειοδικῶν ὑπεβλήθη μήνυσις ἐπὶ ἀποπλανήσει ἐναντίον 37ετοῦς, ὁ ὁποῖος ἀπήγαγε τὴν 16ετιδα μαθήτριαν. Ἡ μαθήτρια εὑρέθη εἰς χωρίον τῆς περιοχῆς. Ὁ δράστης συνελήφθη καὶ ὡδηγήθη εἰς τὸν ἀνακριτήν. Οἱ γονεῖς τῆς μαθητρίας ἐζήτησαν τὴν αὐστηρὰν τιμωρίαν του. Ἡ ὑπόθεσις θὰ ἐκδικασθῇ προσεχῶς. [562,1004,924,1074]
seal-city: ΑΘΗΝΑΙ ΘΕΣ/ΝΙΚΗ [1290,2132,1378,2144]
subhead: ΙΣΗΝ ΜΕΤΑΧΕΙΡΙΣΙΝ ΖΗΤΟΥΝ ΟΙ ΚΑΘΗΓΗΤΑΙ ΙΔΙΩΤΙΚΩΝ ΣΧΟΛΕΙΩΝ [377,986,549,1024]
article-body: ΜΠΟΥΕΝΟΣ ΑΪΡΕΣ, 18.— (Ρώϊτερ). Ὁ ἀντιπρόεδρος τῆς Ἀργεντινῆς ὑπέβαλε τὴν παραίτησίν του εἰς τὸν πρόεδρον Φροντίζι. Ἡ παραίτησις ὀφείλεται εἰς διαφωνίας ἐπὶ τῆς οἰκονομικῆς πολιτικῆς. Ὁ πρόεδρος δὲν ἔχει ἀκόμη ἀποδεχθῆ τὴν παραίτησιν. [930,706,1338,753]
headline-gerö: Ο ΑΠ. ΓΚΡΟΖΟΣ ΚΑΤΑΚΡΙΝΕΙ ΤΑ «ΣΦΑΛΜΑΤΑ» ΤΗΣ ΠΡΟΗΓΟΥΜΕΝΗΣ ΗΓΕΣΙΑΣ ΤΟΥ Κ. Κ. Ε. [1032,1495,1430,1533]
left-subcolumn [372,90,554,2099]
headline-tobacco: ΕΙΣ 84.285 ΤΟΝΝΟΥΣ ΑΝΕΡΧΟΝΤΑΙ ΤΑ ΑΠΟΘΕΜΑΤΑ ΕΞΑΓΩΓΙΜΩΝ ΚΑΠΝΩΝ [35,763,335,801]
local-head-larisa: ΑΠΟ ΤΗΝ ΛΑΡΙΣΑΝ [190,1382,362,1401]
article-body: ΑΚΡΩΤΗΡΙΟΝ ΚΑΝΑΒΕΡΑΛ, 18.— (Ἀσσ. Πρέσ). Ὁ πύραυλος «Ναβάχο» ἐξερράγη ὀλίγον μετὰ τὴν ἐκτόξευσίν του. Ὁ πύραυλος εἶχε μῆκος 20 μέτρων καὶ ἦτο ἐφωδιασμένος μὲ ὄργανα μετρήσεως. Ἡ ἔκρηξις ἐσημειώθη εἰς ὕψος 3.000 μέτρων. Τὰ αἴτια ἐρευνῶνται ὑπὸ τῶν ἐμπειρογνωμόνων. Δὲν ὑπῆρξαν θύματα. [930,814,1338,861]
subhead: ΑΣΘΕΝΕΙΑ ΤΗΣ ΠΑΤΑΤΑΣ ΕΝΔΗΜΙΣΑΣΗ ΕΙΣ ΘΗΒΑΣ [390,92,536,118]
ad-tag: ῡχρέκα [8,1624,51,1638]
subhead: ΠΟΙΟΙ ΕΞΑΙΡΟΥΝΤΑΙ [684,477,802,491]
subhead: ΠΩΣ ΘΑ ΟΡΓΑΝΩΘΗ Η ΥΠΗΡΕΣΙΑ ΟΙΚΟΓΕΝΕΙΑΚΩΝ ΕΠΙΔΟΜΑΤΩΝ [381,600,545,637]
headline-lawsuit: ΜΗΝΥΣΙΣ ΕΠΙ ΑΠΟΠΛΑΝΗΣΕΙ ΥΠΕΒΛΗΘΗ ΕΝΑΝΤΙΟΝ ΤΟΥ 37ΕΤΟΥΣ ΑΠΑΓΓΕΓΑΣ ΤΗΣ 16ΕΤΙΔΟΣ ΜΑΘΗΤΡΙΑΣ ΕΝ ΚΑΤΕΡΙΝΗ [587,924,898,1000]
article-body: Τὸ περιεχόμενον τῆς ρωσικῆς προτάσεως ἀποβλέπει εἰς τὴν παγίδευσιν τῆς Δύσεως. Ἡ Ρωσσία προσπαθεῖ νὰ ἐπιτύχῃ τὴν ἀναστολὴν τῶν δοκιμῶν χωρὶς νὰ δεχθῇ τὸν ἔλεγχον. Ἐὰν ἡ Δύσις δεχθῇ τὴν ρωσικὴν πρότασιν, θὰ εὑρεθῇ εἰς μειονεκτικὴν θέσιν, διότι δὲν θὰ εἶναι εἰς θέσιν νὰ διαπιστώσῃ ἐὰν ἡ Σοβιετικὴ Ἕνωσις συνεχίζει τὰς δοκιμὰς μυστικῶς. Ὁ κ. Γκόρ ἐτόνισεν ὅτι ὁ ἔλεγχος εἶναι ἀπαραίτητος. [1346,452,1532,605]
headline-america: Η ΑΜΕΡΙΚΗ ΕΠΡΟΤΕΙΝΕ ΤΑΥΤΟΧΡΟΝΟΥΣ ΣΥΝΟΜΙΛΙΑΣ ΔΙΑ ΤΗΝ ΑΝΑΣΤΟΛΗΝ ΤΩΝ ΔΟΚΙΜΩΝ ΚΑΙ ΤΟ ΣΥΣΤΗΜΑ ΕΛΕΓΧΟΥ [988,0,1474,127]
subhead: Ο ΒΑΣΙΛΕΥΣ ΕΙΣ ΧΑΛΚΙΔΑ [388,1731,538,1744]
section-title-provincial: ΕΠΑΡΧΙΑΚΑΙ ΕΙΔΗΣΕΙΣ [8,1119,362,1167]
headline-cyprus-week: Η «ΕΒΔΟΜΑΣ ΤΗΣ ΚΥΠΡΙΑΚΗΣ ΕΛΕΥΘΕΡΙΑΣ» ΚΑΙ ΕΚΘΕΣΙΣ ΦΩΤΟΓΡΑΦΙΩΝ ΕΚ ΤΟΥ ΑΓΩΝΟΣ [33,436,337,493]
headline-layoffs: ΑΙ ΑΠΟΛΥΣΕΙΣ ΕΡΓΑΤΩΝ ΥΠΟ ΤΗΣ «ΣΕΦΕΚΟ» ΠΡΟΚΑΛΕΣΑΝ ΑΝΑΣΤΑΤΩΣΙΝ ΕΙΣ ΕΔΕΣΣΑΝ [588,1633,898,1667]
ad-text2: Ζητήσατε να κάνετε μιά δοκιμή δωρεάν από τα εξουσιοδοτημένα καταστήματα [200,1997,359,2048]
headline-navajo: ΠΥΡΑΥΛΟΣ «ΝΑΒΑΧΟ» ΕΞΕΡΑΓΗ ΟΛΙΓΟΝ ΜΕΤΑ ΤΗΝ ΕΚΤΟΞΕΥΣΙΝ [967,782,1300,812]
subhead: ΔΙΑ ΝΑ ΣΥΝΔΕΘΗ ΑΤΜΟΠΛΟΙΚΩΣ Η ΘΕΣΣΑΛΟΝΙΚΗ ΜΕ ΤΑΣ ΝΗΣΟΥΣ [396,365,530,415]
article-body: ΑΘΗΝΑΙ, 18.— Κατὰ τὰ τελευταῖα στοιχεῖα τοῦ Ὑπουργείου Γεωργίας, τὰ ἀποθέματα ἐξαγωγίμων καπνῶν ἀνήρχοντο εἰς 84.285 τόννους. Ἐξ αὐτῶν 7.360 τόννοι εἶναι παλαιᾶς ἐσοδείας. Αἱ ἐξαγωγαὶ κατὰ τὸ 1958 ἔφθασαν τοὺς 54.320 τόννους. Ἡ τιμὴ παρέμεινε σταθερά. Αἱ κυριώτεραι χῶραι ἀγορᾶς εἶναι ἡ Δυτικὴ Γερμανία καὶ αἱ ΗΠΑ. Τὰ ἀποθέματα θὰ διατεθοῦν ἐντὸς τοῦ ἔτους. Ἡ κυβέρνησις μελετᾷ μέτρα ὑπὲρ τῶν καπνοπαραγωγῶν. [8,804,362,897]
ad-brand: DUAL [200,1747,265,1772]
headline-america-sub: Ἡ Ρωσσία ὅμως ἀποκρούει τὴν πρότασιν καὶ προσπαθεῖ νὰ παρασύρη τὴν Δύσιν εἰς ὑπόσχεσιν ἀναστολῆς τῶν δοκιμῶν [941,134,1521,203]
article-body: ΣΙΔΗΡΟΚΑΣΤΡΟΝ, 18.— Συνῆλθεν τὸ Δημοτικὸν Συμβούλιον καὶ ἀπεφάσισε τὴν ἐκτέλεσιν σειρᾶς ἔργων. Μεταξὺ αὐτῶν περιλαμβάνεται ἡ ἐπισκευὴ τοῦ δημοτικοῦ σχολείου, ἡ κατασκευὴ νέας ὁδοῦ καὶ ἡ ἐπέκτασις τοῦ ἠλεκτρικοῦ δικτύου. Ἡ δαπάνη θὰ καλυφθῇ ἀπὸ πιστώσεις τοῦ κράτους. Ἀνεκοινώθη ἐπίσης ὅτι θὰ ἱδρυθῇ νέον ἰατρεῖον. [8,1172,362,1525]
subhead: ΜΕΤΡΑ ΑΝΑΣΧΕΣΕΩΣ ΤΗΣ ΕΞΑΠΛΩΣΕΩΣ ΤΗΣ [387,121,539,146]
signature: ΤΟΜ ΟΚΙΛΤΡΥ [1398,657,1480,671]
article-body: Ὁ ὑπουργὸς Γεωργίας ἀνεκοίνωσε μέτρα ὑπὲρ τῶν παραγωγῶν ἐσπεριδοειδῶν τῆς Κρήτης. Θὰ χορηγηθοῦν δάνεια μὲ χαμηλὸν τόκον. Θὰ ἐνισχυθῇ ἡ ἐξαγωγὴ πρὸς τὰς χώρας τῆς Εὐρώπης. Ἡ παραγωγὴ τοῦ ἔτους εἶναι ἱκανοποιητική. [372,1579,554,1673]
article-body: ΤΕΛ ΑΒΙΒ, 18.— (Ρώϊτερ). Ἡ σύζυγος τοῦ Ἄγγλου ἀεροπορικοῦ ἀκολούθου ἐφηρμόνευσε νεαρόν τινα. Ἡ ἀστυνομία ἐξετάζει τὴν ὑπόθεσιν. Ἡ βρεταννικὴ πρεσβεία ἐδήλωσεν ὅτι θὰ συνεργασθῇ μὲ τὰς ἀρχάς. [930,960,1338,995]
article-body: ΝΑΟΥΣΑ, 18.— Ὁ μεθαυριανὸς ἑορτασμὸς τῆς ἐπετείου ἐγένετο μετὰ μεγάλης λαμπρότητος. Ἐψάλη δοξολογία καὶ ἐγένετο κατάθεσις στεφάνων εἰς τὸ ἡρῷον. Ὡμίλησεν ὁ γυμνασιάρχης. Ἠκολούθησε παρέλασις τῶν σχολείων. Τὸ ἑσπέρας ἐδόθη συναυλία. Τὸ Δημοτικὸν Συμβούλιον ἐνέκρινε πίστωσιν 40.000 δραχμῶν διὰ τὴν ἀνάπλασιν τῆς πλατείας. [190,1236,362,1376]
article-body: ΒΑΓΔΑΤΗ, 18.— (Ἀσσ. Πρέσ). Ἡ κυβέρνησις τοῦ Ἰρὰκ ἀπεφάσισε τὴν ἀπέλασιν ξένων δημοσιογράφων. Ἡ ἀπόφασις ἐλήφθη μετὰ τὴν δημοσίευσιν ἀνταποκρίσεων. [930,1073,1338,1109]
article-body: ΣΕΡΡΑΙ, 18.— Ὁ δασαρχικὸς ὑπάλληλος ὑπέβαλεν αἴτησιν διὰ τὴν ἀνέγερσιν σχολικοῦ κτιρίου. Ἡ δαπάνη θὰ ἀνέλθῃ εἰς 25.000 δραχμὰς. Τὸ ἔργον θὰ ἀρχίσῃ ἐντὸς τοῦ μηνός. Ἐνεκρίθη πίστωσις ὑπὸ τοῦ Ὑπουργείου. Αἱ ἐργασίαι θὰ ἀποπερατωθοῦν ἐντὸς τοῦ ἔτους. Ὁ δήμαρχος εὐχαρίστησε τὴν κυβέρνησιν. [8,687,362,746]
article-body: Ὁ πρόεδρος τοῦ Ἐμπορικοῦ Ἐπιμελητηρίου Θεσσαλονίκης ἐζήτησε τὴν σύνδεσιν τῆς πόλεως μὲ τὰς νήσους τοῦ Αἰγαίου διὰ τακτικῆς ἀτμοπλοϊκῆς γραμμῆς. Ἡ πρότασις ἔτυχε εὐμενοῦς ὑποδοχῆς. Τὸ Ὑπουργεῖον Ἐμπορικῆς Ναυτιλίας μελετᾷ τὸ θέμα. Ἡ γραμμὴ θὰ ἐξυπηρετῇ τὴν Λῆμνον, τὴν Λέσβον καὶ τὴν Χίον. Ἀναμένεται νὰ ἀρχίσῃ λειτουργοῦσα τὴν ἄνοιξιν. Οἱ ἔμποροι ἐξέφρασαν τὴν ἱκανοποίησίν των. [372,419,554,571]
shaving-photos-icon [8,1641,191,2142]
freighter-story [1340,1536,1528,1729]
ad-headline-line1: Λευκά είδη [1262,1772,1512,1825]
ad-text: Μόνον όταν δοκιμάσετε τό ξυριστικόν σύστημα DUAL θά αντιληφθήτε την μεγάλην διαφοράν. [200,1641,359,1692]
subhead: Η ΡΩΣΙΚΗ ΠΑΓΙΣ [1391,436,1487,450]
article-body: ΚΕΡΚΥΡΑ, 18.— Ὁ πρώην ὑπουργὸς κ. Σ. Θεοτόκης ὡμίλησεν εἰς συγκέντρωσιν τῶν ὀπαδῶν του καὶ ὑπερημύνθη τῆς πολιτικῆς τὴν ὁποίαν ἠκολούθησεν ἐπὶ τοῦ Κυπριακοῦ ὅταν διηύθυνε τὸ Ὑπουργεῖον Ἐξωτερικῶν. Ὁ κ. Θεοτόκης ἐτόνισεν ὅτι ἡ προσφυγὴ εἰς τὰ Ἡνωμένα Ἔθνη ἦτο ἡ μόνη ἐνδεδειγμένη λύσις. Ἐπίσης ἐδήλωσεν ὅτι ἡ ἑλληνικὴ κυβέρνησις ἔπραξε τὸ καθῆκον της. Ἐπέκρινε τὴν ἀντιπολίτευσιν διὰ τὰς ἐπιθέσεις της. Ὁ κ. Θεοτόκης ὑπεστήριξεν ὅτι αἱ σχέσεις μὲ τοὺς συμμάχους πρέπει νὰ διατηρηθοῦν. Ἡ ὁμιλία του ἐχειροκροτήθη. Εἰς τὴν συγκέντρωσιν παρέστησαν βουλευταὶ τοῦ νομοῦ καὶ πλῆθος κόσμου. Ὁ κ. Θεοτόκης ἀνεχώρησεν ἀκολούθως διὰ τὰς Ἀθήνας. Ἐν συνεχείᾳ ἐτόνισεν ὅτι τὸ Κυπριακὸν δὲν εἶναι ἁπλῶς ζήτημα ἐξωτερικῆς πολιτικῆς ἀλλὰ ἐθνικὸν θέμα, τὸ ὁποῖον ἀπαιτεῖ τὴν ὁμοψυχίαν ὅλων τῶν Ἑλλήνων. Ἀνεφέρθη εἰς τὰς διαπραγματεύσεις μὲ τὴν Βρεταννίαν καὶ ἐξήγησε τοὺς λόγους διὰ τοὺς ὁποίους δὲν ἐπετεύχθη συμφωνία. [930,1197,1532,1303]
column-2 [372,0,924,2099]
right-subcolumn [1346,212,1532,1132]
article-body: ΚΑΡΔΙΤΣΑ, 18.— Εἰς τὸ χωρίον Ὀρφανὰ ηὐτοκτόνησεν ὁ 35ετὴς γεωργὸς, ὁ ὁποῖος ἐθεώρησεν ὅτι ἐθίγη τὸ φιλότιμόν του. Ἡ ἀστυνομία ἐρευνᾷ. [372,1351,554,1410]
subhead: ΔΙΑ ΤΟ ΦΙΛΟΤΙΜΟΝ ΗΥΤΟΚΤΟΝΗΣΕΝ [405,1323,521,1348]
lampropouloi-ad [930,1756,1532,2391]
headline-power: Η ΔΕΥΤΕΡΑ ΣΥΖΥΓΟΣ ΤΟΥ ΤΑ-Υ-ΡΟΝ ΠΑΟΥΕΡ ΠΡΟΚΕΙΤΑΙ ΝΑ ΠΑΡΑΣΤΗ ΕΙΣ ΤΗΝ ΚΗΔΕΙΑΝ [588,1890,898,1923]
